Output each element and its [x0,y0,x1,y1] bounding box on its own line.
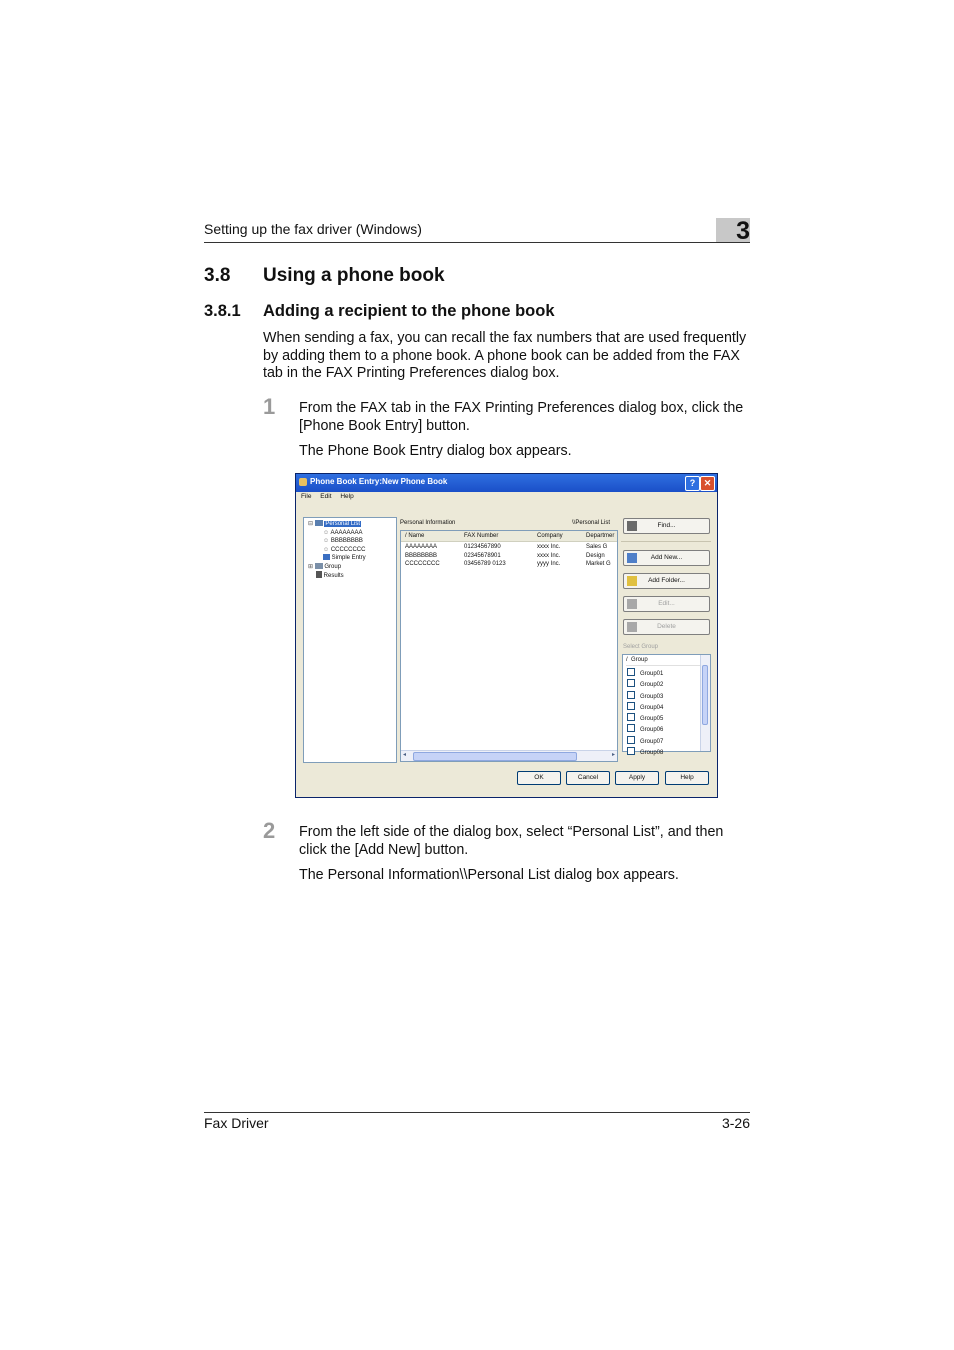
step-result: The Phone Book Entry dialog box appears. [299,443,572,459]
chapter-number: 3 [736,217,750,245]
menu-file[interactable]: File [301,493,312,500]
group-items [627,668,663,758]
section-heading [204,265,750,289]
running-header: Setting up the fax driver (Windows) [204,221,422,237]
tree-item-entry[interactable]: ☺ AAAAAAAA [323,529,363,536]
column-name[interactable]: / Name [405,533,425,539]
page-number: 3-26 [721,1115,750,1131]
find-button[interactable]: Find... [623,518,710,534]
step-number: 1 [263,394,276,419]
vertical-scrollbar[interactable] [700,655,710,751]
ok-button[interactable]: OK [517,771,561,785]
add-new-button[interactable]: Add New... [623,550,710,566]
column-fax-number[interactable]: FAX Number [464,533,499,539]
intro-line: tab in the FAX Printing Preferences dialog box. [263,365,560,382]
step-line: [Phone Book Entry] button. [299,417,470,434]
intro-line: When sending a fax, you can recall the fax numbers that are used frequently [263,330,747,346]
results-icon [316,571,322,578]
group-checkbox[interactable]: Group06 [627,724,663,735]
step-line: From the FAX tab in the FAX Printing Preferences dialog box, click the [299,400,744,416]
edit-icon [627,599,637,609]
step-result: The Personal Information\\Personal List dialog box appears. [299,867,679,883]
group-icon [315,563,323,569]
tree-item-entry[interactable]: ☺ CCCCCCCC [323,546,366,553]
cancel-button[interactable]: Cancel [566,771,610,785]
tree [308,520,366,581]
tree-item-results[interactable]: Results [308,571,366,581]
menu-help[interactable]: Help [340,493,354,500]
group-checkbox[interactable]: Group01 [627,668,663,679]
subsection-number: 3.8.1 [204,302,241,320]
step-number: 2 [263,818,276,843]
group-list-header: / Group [626,656,702,666]
help-button[interactable]: Help [665,771,709,785]
column-department[interactable]: Departmer [586,533,615,539]
list-column-header [401,531,617,542]
add-folder-icon [627,576,637,586]
step-line: From the left side of the dialog box, select “Personal List”, and then [299,824,724,840]
delete-icon [627,622,637,632]
group-checkbox[interactable]: Group02 [627,679,663,690]
dialog-title: Phone Book Entry:New Phone Book [310,477,448,486]
add-folder-button[interactable]: Add Folder... [623,573,710,589]
group-list[interactable] [622,654,711,757]
person-icon: ☺ [323,529,330,536]
scrollbar-thumb[interactable] [413,752,577,761]
tree-item-group[interactable]: ⊞ Group [308,563,342,570]
divider [621,541,711,542]
header-rule [204,242,750,243]
scroll-left-icon[interactable]: ◂ [403,752,407,758]
tree-panel [303,517,397,763]
scrollbar-thumb[interactable] [702,665,708,725]
step-text [299,400,754,435]
table-row[interactable]: CCCCCCCC 03456789 0123 yyyy Inc. Market G [405,561,611,567]
recipient-list[interactable] [400,530,618,762]
column-company[interactable]: Company [537,533,563,539]
group-checkbox[interactable]: Group03 [627,691,663,702]
table-row[interactable]: BBBBBBBB 02345678901 xxxx Inc. Design [405,552,605,559]
select-group-label: Select Group [623,644,659,650]
tree-item-simple-entry[interactable]: Simple Entry [308,554,366,563]
section-number: 3.8 [204,265,231,286]
dialog-titlebar [296,474,717,492]
person-icon: ☺ [323,538,330,544]
intro-line: by adding them to a phone book. A phone book can be added from the FAX [263,347,740,364]
subsection-heading [204,302,750,324]
close-icon[interactable]: ✕ [700,476,715,491]
tree-item-personal-list[interactable]: ⊟ Personal List [308,521,361,527]
step-line: click the [Add New] button. [299,841,469,858]
app-icon [299,478,307,486]
add-new-icon [627,553,637,563]
step-text [299,824,754,859]
footer-rule [204,1112,750,1113]
list-header-right: \\Personal List [572,520,611,526]
phonebook-icon [315,520,323,526]
apply-button[interactable]: Apply [615,771,659,785]
intro-paragraph [263,330,753,383]
group-checkbox[interactable]: Group07 [627,736,663,747]
list-row-names [405,543,611,569]
group-checkbox[interactable]: Group08 [627,747,663,758]
delete-button[interactable]: Delete [623,619,710,635]
help-icon[interactable]: ? [685,476,700,491]
edit-button[interactable]: Edit... [623,596,710,612]
section-title: Using a phone book [263,265,445,286]
scroll-right-icon[interactable]: ▸ [611,752,615,758]
menu-bar [301,493,361,500]
tree-item-entry[interactable]: ☺ BBBBBBBB [323,538,363,544]
group-checkbox[interactable]: Group05 [627,713,663,724]
horizontal-scrollbar[interactable] [401,750,617,761]
simple-entry-icon [323,554,330,560]
footer-title: Fax Driver [204,1115,269,1131]
table-row[interactable]: AAAAAAAA 01234567890 xxxx Inc. Sales G [405,544,608,550]
phone-book-dialog [295,473,718,798]
person-icon: ☺ [323,546,330,553]
list-header-left: Personal Information [400,520,456,526]
group-checkbox[interactable]: Group04 [627,702,663,713]
menu-edit[interactable]: Edit [320,493,332,500]
subsection-title: Adding a recipient to the phone book [263,302,555,320]
find-icon [627,521,637,531]
